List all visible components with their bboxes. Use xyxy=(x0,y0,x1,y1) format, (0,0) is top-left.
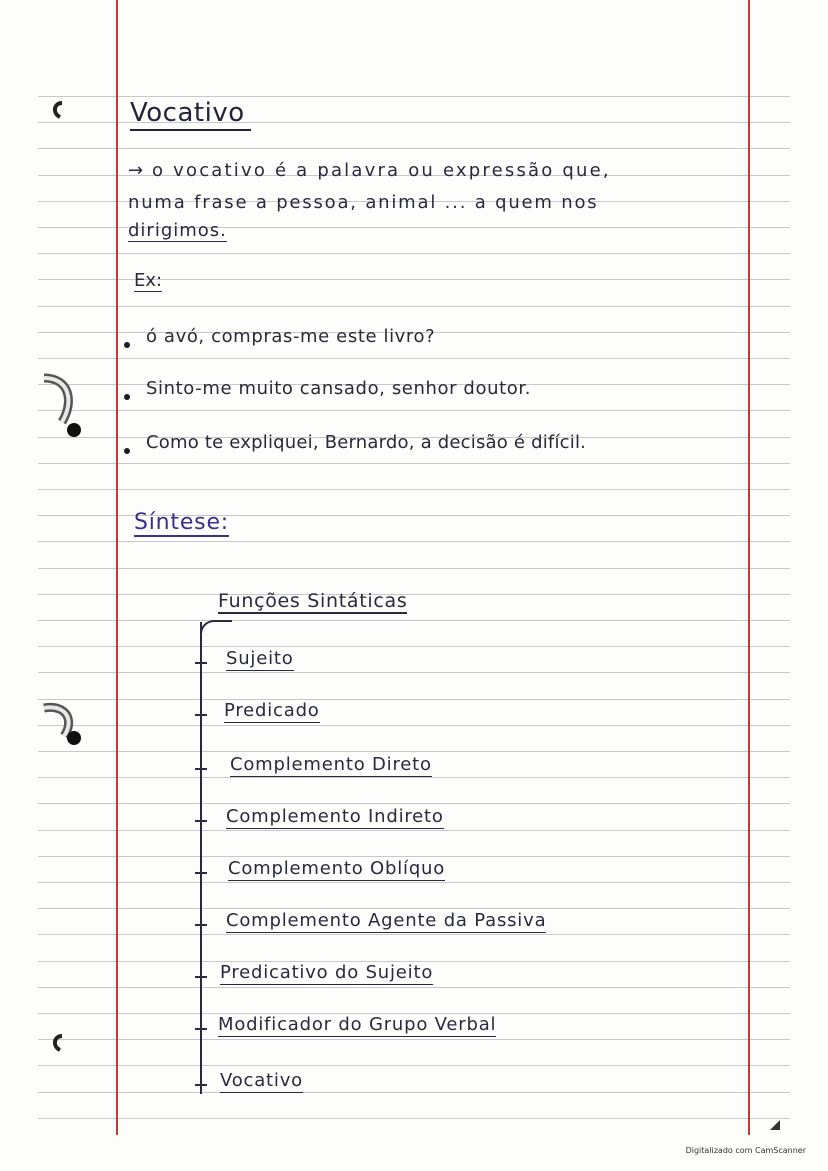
ruled-line xyxy=(38,908,790,909)
function-item xyxy=(220,1070,303,1091)
tree-branch-tick xyxy=(195,872,207,874)
function-item-label: Complemento Oblíquo xyxy=(228,858,446,879)
ruled-line xyxy=(38,830,790,831)
function-item-label: Complemento Agente da Passiva xyxy=(226,910,547,931)
ruled-line xyxy=(38,463,790,464)
ruled-line xyxy=(38,646,790,647)
binder-ring-icon xyxy=(40,700,88,752)
ruled-line xyxy=(38,620,790,621)
ruled-line xyxy=(38,777,790,778)
ruled-line xyxy=(38,1118,790,1119)
function-item-label: Predicado xyxy=(224,700,320,721)
binder-ring-icon xyxy=(40,95,76,141)
function-item xyxy=(220,962,433,983)
tree-branch-tick xyxy=(195,714,207,716)
binder-ring-icon xyxy=(40,372,88,442)
function-item-label: Predicativo do Sujeito xyxy=(220,962,434,983)
ruled-line xyxy=(38,882,790,883)
ruled-line xyxy=(38,253,790,254)
synthesis-label-text: Síntese: xyxy=(134,510,229,535)
corner-mark xyxy=(770,1120,780,1130)
tree-branch-tick xyxy=(195,924,207,926)
ruled-line xyxy=(38,1065,790,1066)
function-item xyxy=(224,700,320,721)
bullet-icon xyxy=(124,394,130,400)
ruled-line xyxy=(38,1092,790,1093)
function-item-label: Complemento Direto xyxy=(230,754,432,775)
right-margin-line xyxy=(748,0,750,1135)
tree-branch-tick xyxy=(195,976,207,978)
definition-arrow: → xyxy=(128,160,145,181)
examples-label: Ex: xyxy=(134,270,163,291)
definition-line-1: o vocativo é a palavra ou expressão que, xyxy=(152,160,611,181)
function-item xyxy=(230,754,432,775)
example-1: ó avó, compras-me este livro? xyxy=(146,326,436,347)
bullet-icon xyxy=(124,342,130,348)
function-item-label: Modificador do Grupo Verbal xyxy=(218,1014,497,1035)
ruled-line xyxy=(38,410,790,411)
function-item xyxy=(226,648,294,669)
ruled-line xyxy=(38,751,790,752)
ruled-line xyxy=(38,96,790,97)
ruled-line xyxy=(38,541,790,542)
functions-title xyxy=(218,590,407,612)
example-2: Sinto-me muito cansado, senhor doutor. xyxy=(146,378,532,399)
function-item-label: Sujeito xyxy=(226,648,294,669)
function-item xyxy=(226,806,444,827)
ruled-line xyxy=(38,987,790,988)
function-item-label: Complemento Indireto xyxy=(226,806,444,827)
ruled-line xyxy=(38,1039,790,1040)
ruled-line xyxy=(38,358,790,359)
function-item xyxy=(218,1014,496,1035)
scanner-watermark: Digitalizado com CamScanner xyxy=(685,1146,806,1155)
function-item xyxy=(228,858,445,879)
ruled-line xyxy=(38,725,790,726)
binder-ring-icon xyxy=(40,1028,76,1074)
definition-line-2: numa frase a pessoa, animal ... a quem nos xyxy=(128,192,599,213)
ruled-line xyxy=(38,672,790,673)
ruled-line xyxy=(38,803,790,804)
tree-branch-tick xyxy=(195,768,207,770)
tree-branch-tick xyxy=(195,662,207,664)
functions-title-text: Funções Sintáticas xyxy=(218,590,408,612)
ruled-line xyxy=(38,594,790,595)
left-margin-line xyxy=(116,0,118,1135)
ruled-line xyxy=(38,934,790,935)
example-3: Como te expliquei, Bernardo, a decisão é difícil. xyxy=(146,432,587,453)
ruled-line xyxy=(38,306,790,307)
page-title: Vocativo xyxy=(130,98,245,128)
synthesis-label xyxy=(134,510,229,535)
function-item xyxy=(226,910,546,931)
tree-trunk xyxy=(200,622,202,1094)
tree-bracket xyxy=(200,620,232,638)
bullet-icon xyxy=(124,448,130,454)
definition-line-3: dirigimos. xyxy=(128,220,227,241)
ruled-line xyxy=(38,568,790,569)
ruled-line xyxy=(38,699,790,700)
ruled-line xyxy=(38,148,790,149)
tree-branch-tick xyxy=(195,1028,207,1030)
function-item-label: Vocativo xyxy=(220,1070,303,1091)
ruled-line xyxy=(38,489,790,490)
ruled-line xyxy=(38,856,790,857)
tree-branch-tick xyxy=(195,1084,207,1086)
tree-branch-tick xyxy=(195,820,207,822)
